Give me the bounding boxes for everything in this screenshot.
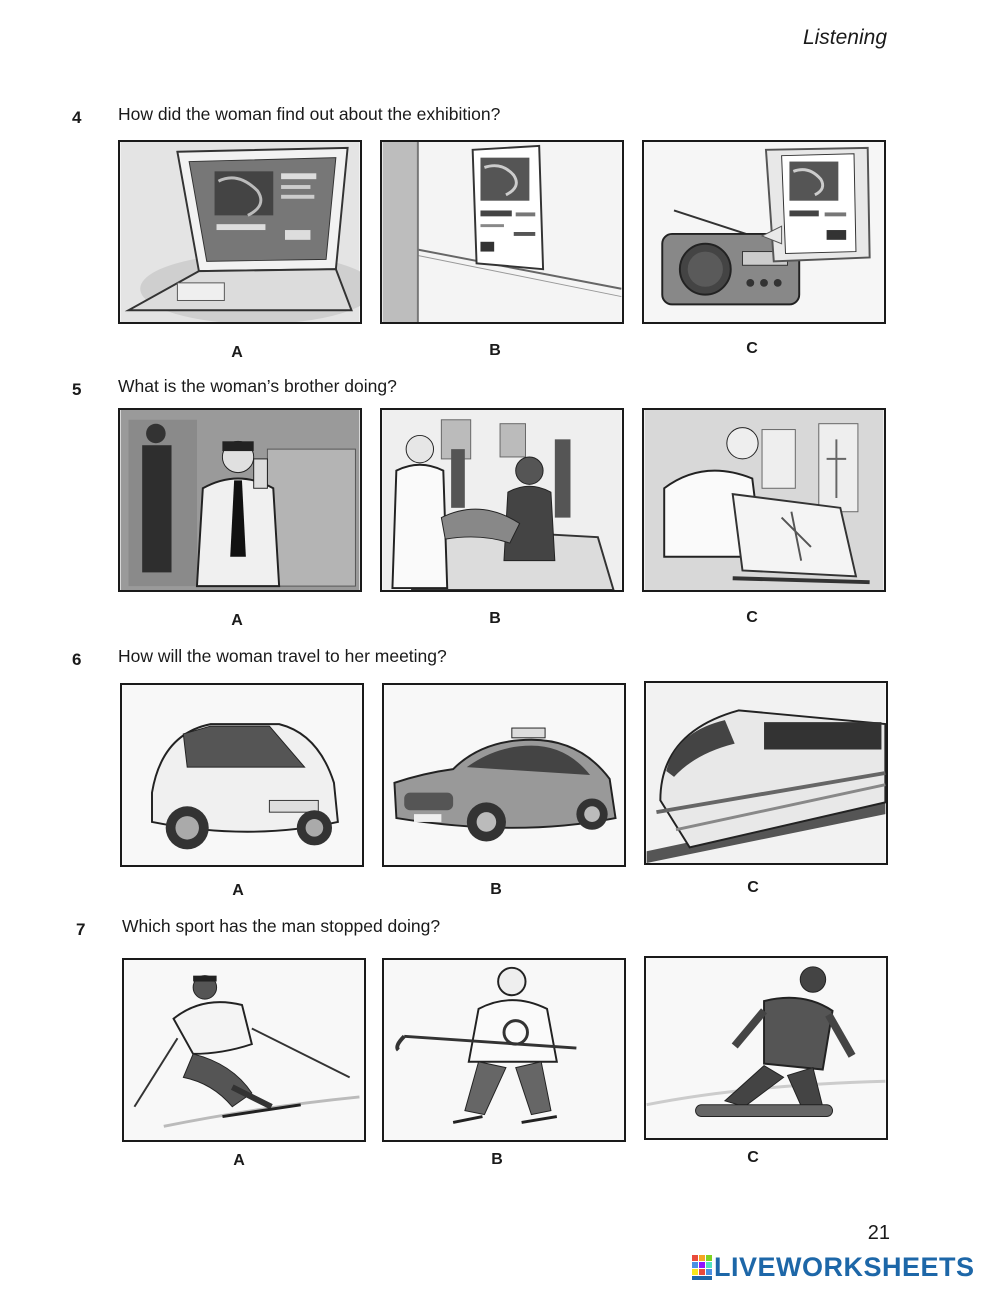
wall-poster-icon <box>382 142 622 322</box>
car-icon <box>122 685 362 865</box>
security-guard-icon <box>120 410 360 590</box>
option-label-c: C <box>747 1149 759 1166</box>
question-text: What is the woman’s brother doing? <box>118 376 397 396</box>
fashion-designer-icon <box>644 410 884 590</box>
option-image-a[interactable] <box>122 958 366 1142</box>
snowboarding-icon <box>646 958 886 1138</box>
option-image-a[interactable] <box>120 683 364 867</box>
skiing-icon <box>124 960 364 1140</box>
question-number: 7 <box>76 920 86 939</box>
logo-text: LIVEWORKSHEETS <box>714 1252 975 1282</box>
question-5 <box>0 376 1000 650</box>
option-label-c: C <box>746 609 758 626</box>
ice-hockey-icon <box>384 960 624 1140</box>
train-icon <box>646 683 886 863</box>
question-text: Which sport has the man stopped doing? <box>122 916 441 936</box>
option-label-b: B <box>491 1151 503 1168</box>
page-number: 21 <box>867 1222 890 1244</box>
liveworksheets-logo-icon <box>692 1255 712 1281</box>
question-6 <box>0 646 1000 920</box>
laptop-icon <box>120 142 360 322</box>
option-label-b: B <box>489 610 501 627</box>
option-image-c[interactable] <box>644 681 888 865</box>
option-image-c[interactable] <box>642 140 886 324</box>
shop-assistant-icon <box>382 410 622 590</box>
option-image-b[interactable] <box>382 958 626 1142</box>
liveworksheets-logo[interactable] <box>692 1252 975 1283</box>
option-label-a: A <box>233 1152 245 1169</box>
radio-icon <box>644 142 884 322</box>
option-image-a[interactable] <box>118 140 362 324</box>
question-text: How did the woman find out about the exhibition? <box>118 104 501 124</box>
option-image-b[interactable] <box>380 408 624 592</box>
section-header: Listening <box>802 26 887 49</box>
question-number: 6 <box>72 650 82 669</box>
option-image-b[interactable] <box>382 683 626 867</box>
option-label-c: C <box>747 879 759 896</box>
option-image-b[interactable] <box>380 140 624 324</box>
option-label-b: B <box>490 881 502 898</box>
option-label-a: A <box>232 882 244 899</box>
option-label-c: C <box>746 340 758 357</box>
taxi-icon <box>384 685 624 865</box>
question-4 <box>0 104 1000 378</box>
option-image-c[interactable] <box>642 408 886 592</box>
question-text: How will the woman travel to her meeting? <box>118 646 447 666</box>
question-7 <box>0 916 1000 1190</box>
question-number: 5 <box>72 380 82 399</box>
option-label-b: B <box>489 342 501 359</box>
option-label-a: A <box>231 344 243 361</box>
option-image-a[interactable] <box>118 408 362 592</box>
question-number: 4 <box>72 108 82 127</box>
option-label-a: A <box>231 612 243 629</box>
option-image-c[interactable] <box>644 956 888 1140</box>
